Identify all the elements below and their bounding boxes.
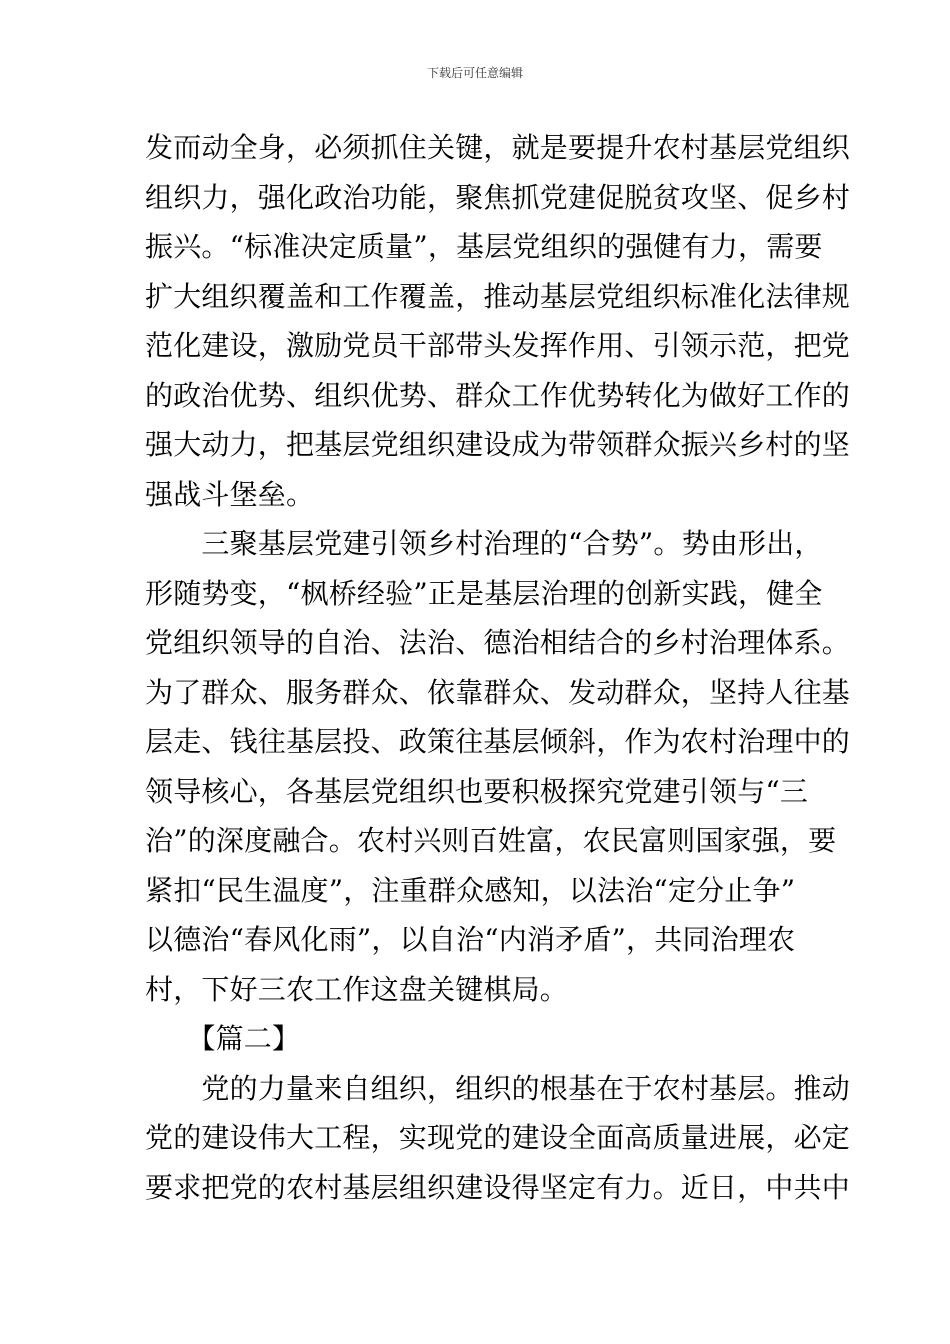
paragraph-start-line: 党的力量来自组织，组织的根基在于农村基层。推动 bbox=[145, 1071, 851, 1105]
text-line: 发而动全身，必须抓住关键，就是要提升农村基层党组织 bbox=[145, 131, 851, 164]
text-line: 振兴。“标准决定质量”，基层党组织的强健有力，需要 bbox=[145, 230, 823, 263]
text-line: 扩大组织覆盖和工作覆盖，推动基层党组织标准化法律规 bbox=[145, 279, 851, 313]
paragraph-start-line: 三聚基层党建引领乡村治理的“合势”。势由形出， bbox=[145, 527, 823, 560]
text-line: 紧扣“民生温度”，注重群众感知，以法治“定分止争” bbox=[145, 873, 796, 907]
text-line: 形随势变，“枫桥经验”正是基层治理的创新实践，健全 bbox=[145, 576, 823, 610]
text-line: 要求把党的农村基层组织建设得坚定有力。近日，中共中 bbox=[145, 1170, 851, 1204]
text-line: 村，下好三农工作这盘关键棋局。 bbox=[145, 972, 569, 1006]
text-line: 强大动力，把基层党组织建设成为带领群众振兴乡村的坚 bbox=[145, 428, 851, 461]
text-line: 为了群众、服务群众、依靠群众、发动群众，坚持人往基 bbox=[145, 675, 851, 709]
text-line: 的政治优势、组织优势、群众工作优势转化为做好工作的 bbox=[145, 378, 851, 412]
text-line: 党组织领导的自治、法治、德治相结合的乡村治理体系。 bbox=[145, 626, 851, 659]
section-heading: 【篇二】 bbox=[145, 1022, 301, 1055]
page-header: 下载后可任意编辑 bbox=[426, 66, 523, 80]
text-line: 党的建设伟大工程，实现党的建设全面高质量进展，必定 bbox=[145, 1121, 851, 1154]
text-line: 组织力，强化政治功能，聚焦抓党建促脱贫攻坚、促乡村 bbox=[145, 180, 851, 214]
text-line: 以德治“春风化雨”，以自治“内消矛盾”，共同治理农 bbox=[145, 923, 796, 956]
text-line: 范化建设，激励党员干部带头发挥作用、引领示范，把党 bbox=[145, 329, 851, 362]
text-line: 层走、钱往基层投、政策往基层倾斜，作为农村治理中的 bbox=[145, 725, 851, 758]
text-line: 强战斗堡垒。 bbox=[145, 477, 315, 511]
text-line: 治”的深度融合。农村兴则百姓富，农民富则国家强，要 bbox=[145, 824, 837, 857]
document-body bbox=[145, 123, 851, 1212]
text-line: 领导核心，各基层党组织也要积极探究党建引领与“三 bbox=[145, 774, 809, 808]
